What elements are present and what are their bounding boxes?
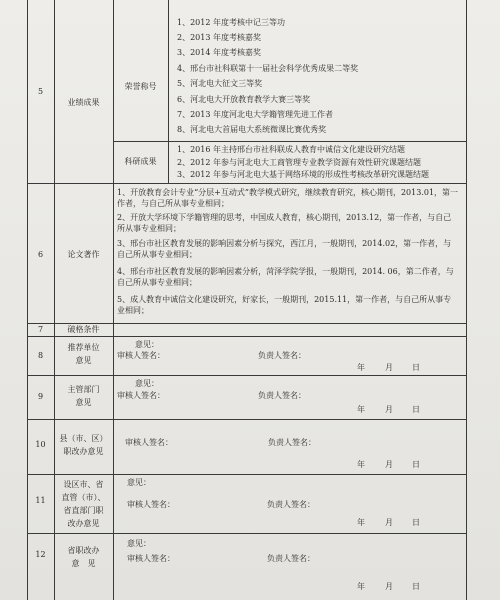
row11-label: 设区市、省: [63, 480, 104, 489]
opinion-label: 意见：: [135, 379, 159, 388]
reviewer-signature-label: 审核人签名：: [127, 554, 175, 563]
honors-label: 荣誉称号: [124, 82, 157, 91]
row11-label: 改办意见: [67, 519, 100, 528]
row-number-12: 12: [35, 550, 46, 559]
research-label: 科研成果: [124, 157, 157, 166]
opinion-label: 意见：: [127, 539, 151, 548]
row9-label: 意见: [75, 398, 92, 407]
row-number-11: 11: [35, 496, 46, 505]
row-number-8: 8: [37, 351, 44, 360]
reviewer-signature-label: 审核人签名：: [127, 500, 175, 509]
honor-item: 2、2013 年度考核嘉奖: [177, 33, 261, 42]
honor-item: 5、河北电大征文三等奖: [177, 79, 263, 88]
table-border-right: [466, 0, 467, 600]
leader-signature-label: 负责人签名：: [258, 351, 306, 360]
honor-item: 6、河北电大开放教育教学大赛三等奖: [177, 95, 311, 104]
reviewer-signature-label: 审核人签名：: [117, 391, 165, 400]
paper-item: 5、成人教育中诚信文化建设研究，好家长，一般期刊，2015.11，第一作者，与自己所从事专业相同；: [117, 295, 452, 315]
row-divider-7-8: [27, 336, 466, 337]
row-divider-5-sub: [113, 141, 466, 142]
row11-label: 直管（市）、: [61, 493, 106, 502]
date-month: 月: [385, 405, 393, 414]
row-divider-10-11: [27, 474, 466, 475]
honor-item: 1、2012 年度考核中记三等功: [177, 18, 285, 27]
row-number-5: 5: [37, 87, 44, 96]
row10-label: 县（市、区）: [59, 434, 108, 443]
date-day: 日: [412, 518, 420, 527]
paper-item: 2、开放大学环境下学籍管理的思考，中国成人教育，核心期刊，2013.12，第一作者，与自己所从事专业相同；: [117, 213, 452, 233]
row-divider-11-12: [27, 533, 466, 534]
row-number-10: 10: [35, 440, 46, 449]
col-divider-sublabel: [168, 0, 169, 183]
row5-category: 业绩成果: [67, 98, 100, 107]
opinion-label: 意见：: [127, 478, 151, 487]
row11-label: 省直部门职: [63, 506, 104, 515]
reviewer-signature-label: 审核人签名：: [117, 351, 165, 360]
leader-signature-label: 负责人签名：: [267, 500, 315, 509]
leader-signature-label: 负责人签名：: [268, 438, 316, 447]
date-month: 月: [385, 518, 393, 527]
date-year: 年: [357, 460, 365, 469]
row7-label: 破格条件: [67, 325, 100, 334]
paper-item: 4、邢台市社区教育发展的影响因素分析，菏泽学院学报，一般期刊，2014. 06，第二作者，与自己所从事专业相同；: [117, 267, 454, 287]
leader-signature-label: 负责人签名：: [267, 554, 315, 563]
date-year: 年: [357, 363, 365, 372]
row-divider-6-7: [27, 323, 466, 324]
row12-label: 意 见: [71, 559, 96, 568]
research-item: 2、2012 年参与河北电大工商管理专业教学资源有效性研究课题结题: [177, 158, 421, 167]
row-divider-8-9: [27, 375, 466, 376]
row12-label: 省职改办: [67, 546, 100, 555]
honor-item: 7、2013 年度河北电大学籍管理先进工作者: [177, 110, 333, 119]
reviewer-signature-label: 审核人签名：: [125, 438, 173, 447]
date-year: 年: [357, 518, 365, 527]
date-month: 月: [385, 460, 393, 469]
date-day: 日: [412, 460, 420, 469]
leader-signature-label: 负责人签名：: [258, 391, 306, 400]
date-year: 年: [357, 405, 365, 414]
row8-label: 推荐单位: [67, 343, 100, 352]
row-number-6: 6: [37, 250, 44, 259]
research-item: 3、2012 年参与河北电大基于网络环境的形成性考核改革研究课题结题: [177, 170, 429, 179]
date-month: 月: [385, 582, 393, 591]
date-year: 年: [357, 582, 365, 591]
date-day: 日: [412, 582, 420, 591]
row10-label: 职改办意见: [63, 447, 104, 456]
row8-label: 意见: [75, 356, 92, 365]
row9-label: 主管部门: [67, 385, 100, 394]
research-item: 1、2016 年主持邢台市社科联成人教育中诚信文化建设研究结题: [177, 145, 405, 154]
date-day: 日: [412, 363, 420, 372]
honor-item: 3、2014 年度考核嘉奖: [177, 48, 261, 57]
date-month: 月: [385, 363, 393, 372]
paper-item: 1、开放教育会计专业“分层+互动式”教学模式研究，继续教育研究，核心期刊，2013.01，第一作者，与自己所从事专业相同；: [117, 188, 459, 208]
row6-category: 论文著作: [67, 250, 100, 259]
row-divider-5-6: [27, 183, 466, 184]
opinion-label: 意见：: [135, 340, 159, 349]
row-divider-9-10: [27, 419, 466, 420]
paper-item: 3、邢台市社区教育发展的影响因素分析与探究，西江月，一般期刊，2014.02，第一作者，与自己所从事专业相同；: [117, 239, 452, 259]
date-day: 日: [412, 405, 420, 414]
honor-item: 4、邢台市社科联第十一届社会科学优秀成果二等奖: [177, 64, 359, 73]
honor-item: 8、河北电大首届电大系统微课比赛优秀奖: [177, 125, 327, 134]
row-number-7: 7: [37, 325, 44, 334]
row-number-9: 9: [37, 392, 44, 401]
